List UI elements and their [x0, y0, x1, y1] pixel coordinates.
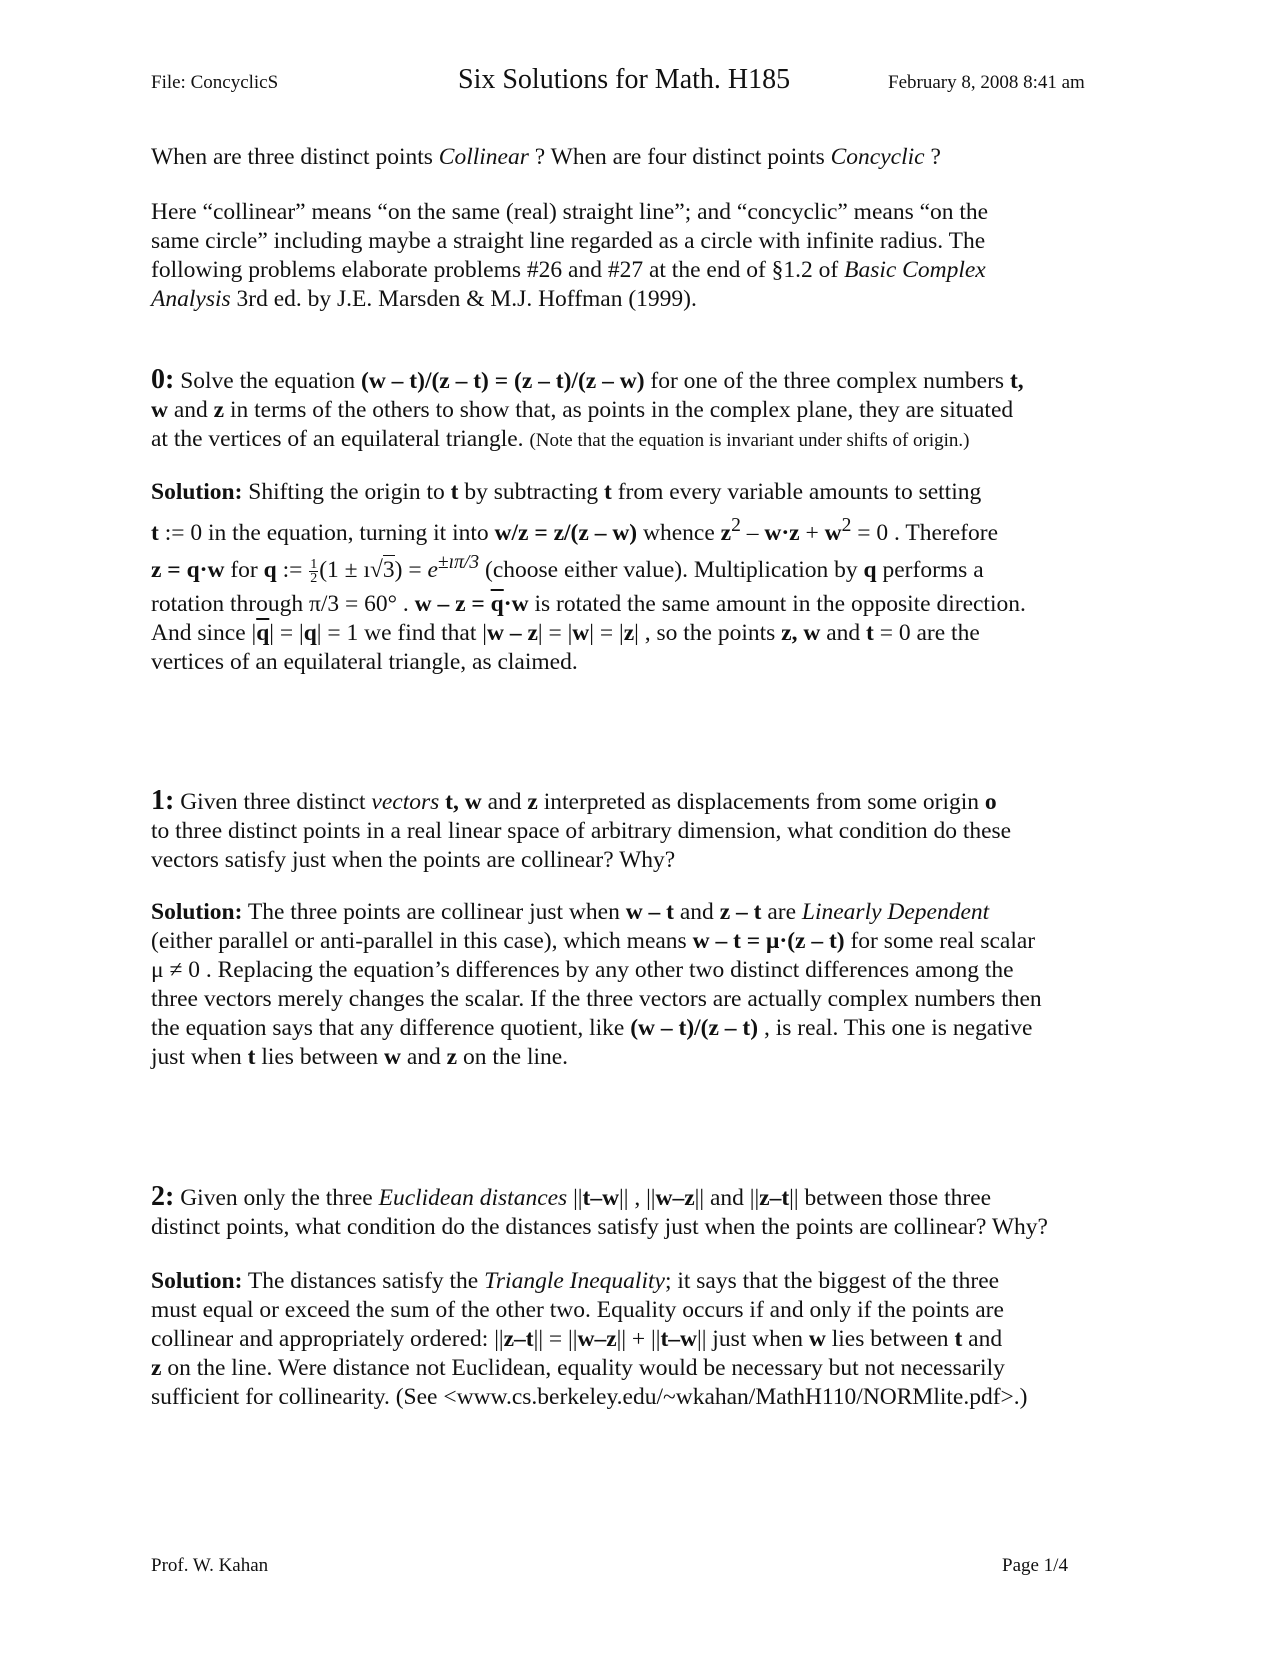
variable: w	[803, 620, 821, 646]
problem-0	[151, 365, 1151, 455]
text: Given only the three	[174, 1185, 379, 1211]
equation: w – z =	[414, 591, 491, 617]
term-triangle-inequality: Triangle Inequality	[484, 1268, 665, 1294]
intro-text: ? When are four distinct points	[528, 144, 831, 170]
text: = 0 are the	[873, 620, 980, 646]
variable: z	[213, 397, 225, 423]
text: +	[799, 519, 825, 546]
variable: z–t	[503, 1326, 534, 1352]
text: on the line. Were distance not Euclidean, equality would be necessary but not necessarily	[161, 1355, 1005, 1381]
text: vectors satisfy just when the points are collinear? Why?	[151, 847, 676, 873]
variable: q	[303, 620, 317, 646]
solution-label: Solution:	[151, 899, 243, 925]
text: := 0 in the equation, turning it into	[158, 519, 495, 546]
exponent: 2	[731, 515, 741, 536]
text: for one of the three complex numbers	[644, 368, 1010, 394]
text: | = |	[269, 620, 304, 646]
text: | = |	[589, 620, 624, 646]
term-linearly-dependent: Linearly Dependent	[801, 899, 990, 925]
text: collinear and appropriately ordered: ||	[151, 1326, 504, 1352]
text: || , ||	[619, 1185, 656, 1211]
text: interpreted as displacements from some origin	[537, 789, 985, 815]
variable: t–w	[582, 1185, 620, 1211]
note: (Note that the equation is invariant under shifts of origin.)	[529, 430, 970, 451]
text: whence	[637, 519, 721, 546]
intro-term-collinear: Collinear	[438, 144, 529, 170]
text: || just when	[697, 1326, 809, 1352]
equation: ·w	[503, 591, 529, 617]
problem-2	[151, 1182, 1151, 1242]
variable: t,	[1009, 368, 1024, 394]
text: the equation says that any difference quotient, like	[151, 1015, 631, 1041]
text: ||	[567, 1185, 583, 1211]
fraction-half	[309, 558, 318, 585]
text: ) =	[394, 556, 428, 583]
text: for some real scalar	[844, 928, 1036, 954]
problem-number: 2:	[151, 1181, 175, 1212]
text: ; it says that the biggest of the three	[664, 1268, 1000, 1294]
text: The distances satisfy the	[242, 1268, 485, 1294]
intro-line: Here “collinear” means “on the same (real) straight line”; and “concyclic” means “on the	[151, 199, 989, 225]
text: and	[400, 1044, 447, 1070]
variable: t	[866, 620, 874, 646]
problem-2-solution	[151, 1267, 1151, 1412]
variable: o	[984, 789, 997, 815]
text: performs a	[876, 556, 984, 583]
page-title: Six Solutions for Math. H185	[458, 64, 791, 95]
variable: w	[384, 1044, 401, 1070]
solution-label: Solution:	[151, 479, 243, 505]
variable: w·z	[764, 519, 800, 546]
conjugate-q: $\overline{q}$	[490, 591, 504, 617]
problem-1	[151, 786, 1151, 875]
variable: w – t	[625, 899, 674, 925]
text: (choose either value). Multiplication by	[479, 556, 864, 583]
exponent: 2	[841, 515, 852, 536]
fraction-denominator: 2	[310, 570, 318, 586]
intro-line: following problems elaborate problems #26 and #27 at the end of §1.2 of	[151, 257, 845, 283]
text: (1 ± ı√	[319, 556, 383, 583]
text: are	[761, 899, 802, 925]
text: –	[740, 519, 765, 546]
variable: z	[720, 519, 732, 546]
variable: t	[151, 519, 159, 546]
footer-author: Prof. W. Kahan	[151, 1555, 269, 1576]
problem-0-solution	[151, 478, 1151, 677]
text: | = 1 we find that |	[316, 620, 487, 646]
text: must equal or exceed the sum of the other two. Equality occurs if and only if the points are	[151, 1297, 1004, 1323]
text: vertices of an equilateral triangle, as claimed.	[151, 649, 578, 675]
text: Given three distinct	[174, 789, 372, 815]
variable: w – z	[486, 620, 538, 646]
sqrt-radicand: 3	[382, 556, 395, 583]
variable: t,	[445, 789, 459, 815]
text: for	[224, 556, 264, 583]
euler-e: e	[427, 556, 438, 583]
variable: q	[863, 556, 877, 583]
equation: w – t = μ·(z – t)	[692, 928, 845, 954]
intro-question	[151, 143, 1151, 172]
text: distinct points, what condition do the distances satisfy just when the points are collinear? Why?	[151, 1214, 1048, 1240]
text: lies between	[825, 1326, 955, 1352]
term-vectors: vectors	[371, 789, 440, 815]
variable: w	[572, 620, 590, 646]
variable: z	[527, 789, 538, 815]
variable: w–z	[577, 1326, 617, 1352]
header-date: February 8, 2008 8:41 am	[888, 72, 1085, 93]
reference-link-text: sufficient for collinearity. (See <www.cs.berkeley.edu/~wkahan/MathH110/NORMlite.pdf>.)	[151, 1384, 1028, 1410]
variable: z	[446, 1044, 458, 1070]
text: :=	[276, 556, 309, 583]
text: || and ||	[694, 1185, 760, 1211]
text: and	[820, 620, 867, 646]
intro-text: ?	[924, 144, 941, 170]
book-title: Basic Complex	[844, 257, 986, 283]
text: by subtracting	[458, 479, 605, 505]
text: Solve the equation	[174, 368, 361, 394]
text: || between those three	[789, 1185, 992, 1211]
variable: q	[263, 556, 277, 583]
variable: w	[808, 1326, 826, 1352]
text: And since |	[151, 620, 257, 646]
variable: w	[464, 789, 482, 815]
text: from every variable amounts to setting	[611, 479, 982, 505]
variable: z – t	[719, 899, 762, 925]
conjugate-q: $\overline{q}$	[256, 620, 270, 646]
text: three vectors merely changes the scalar. If the three vectors are actually complex numbers then	[151, 986, 1042, 1012]
variable: z	[151, 1355, 162, 1381]
intro-term-concyclic: Concyclic	[830, 144, 925, 170]
text: just when	[151, 1044, 248, 1070]
header-file: File: ConcyclicS	[151, 72, 279, 93]
book-title: Analysis	[151, 286, 231, 312]
variable: t–w	[660, 1326, 697, 1352]
text: || = ||	[533, 1326, 578, 1352]
equation: w/z = z/(z – w)	[494, 519, 638, 546]
problem-number: 0:	[151, 364, 175, 395]
text: || + ||	[616, 1326, 661, 1352]
solution-label: Solution:	[151, 1268, 243, 1294]
text: | , so the points	[634, 620, 782, 646]
equation: z = q·w	[151, 556, 225, 583]
text: and	[481, 789, 528, 815]
text: , is real. This one is negative	[758, 1015, 1033, 1041]
text: The three points are collinear just when	[242, 899, 626, 925]
text: in terms of the others to show that, as points in the complex plane, they are situated	[224, 397, 1014, 423]
equation: (w – t)/(z – t)	[630, 1015, 759, 1041]
problem-1-solution	[151, 898, 1151, 1072]
exponent: ±ıπ/3	[437, 552, 480, 573]
fraction-numerator: 1	[310, 556, 318, 572]
intro-line: 3rd ed. by J.E. Marsden & M.J. Hoffman (1999).	[230, 286, 697, 312]
text: on the line.	[457, 1044, 569, 1070]
text: and	[674, 899, 720, 925]
variable: t	[247, 1044, 256, 1070]
variable: z,	[781, 620, 798, 646]
variable: z–t	[759, 1185, 790, 1211]
text: lies between	[255, 1044, 384, 1070]
variable: z	[623, 620, 635, 646]
variable: w	[151, 397, 168, 423]
text: at the vertices of an equilateral triangle.	[151, 426, 530, 452]
equation: (w – t)/(z – t) = (z – t)/(z – w)	[361, 368, 645, 394]
variable: t	[954, 1326, 963, 1352]
intro-paragraph	[151, 198, 1151, 314]
text: = 0 . Therefore	[851, 519, 998, 546]
text: to three distinct points in a real linear space of arbitrary dimension, what condition do these	[151, 818, 1012, 844]
intro-text: When are three distinct points	[151, 144, 439, 170]
term-euclidean-distances: Euclidean distances	[378, 1185, 568, 1211]
text: and	[962, 1326, 1003, 1352]
intro-line: same circle” including maybe a straight line regarded as a circle with infinite radius. The	[151, 228, 986, 254]
text: | = |	[537, 620, 573, 646]
variable: w–z	[655, 1185, 695, 1211]
text: rotation through π/3 = 60° .	[151, 591, 415, 617]
text: Shifting the origin to	[242, 479, 451, 505]
variable: t	[450, 479, 459, 505]
page-number: Page 1/4	[1002, 1555, 1068, 1576]
text: and	[167, 397, 214, 423]
variable: t	[604, 479, 612, 505]
text: (either parallel or anti-parallel in this case), which means	[151, 928, 693, 954]
variable: w	[824, 519, 842, 546]
text: μ ≠ 0 . Replacing the equation’s differences by any other two distinct differences among the	[151, 957, 1014, 983]
problem-number: 1:	[151, 785, 175, 816]
text: is rotated the same amount in the opposite direction.	[528, 591, 1026, 617]
